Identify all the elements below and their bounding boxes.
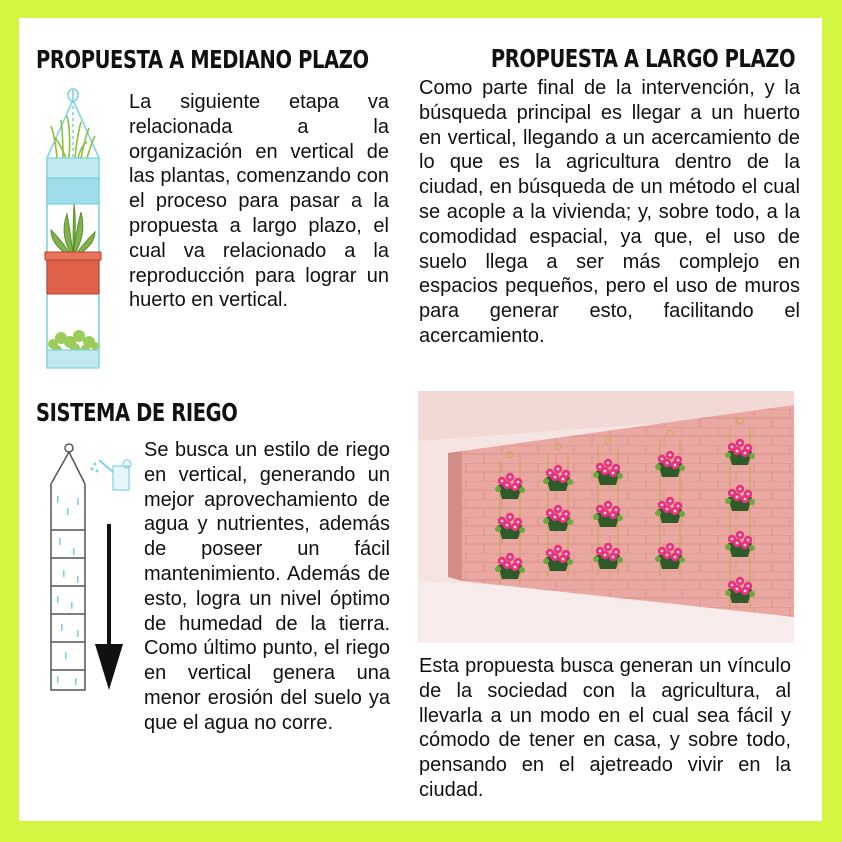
irrigation-diagram: [43, 438, 137, 696]
mid-term-text: La siguiente etapa va relacionada a la organización en vertical de las plantas, comenzando con el proceso para pasar a la propuesta a largo plazo, el cual va relacionado a la reproducción para lograr un huerto en vertical.: [129, 91, 389, 312]
watering-can-icon: [91, 460, 132, 490]
long-term-title: PROPUESTA A LARGO PLAZO: [490, 44, 795, 73]
long-term-text-2: Esta propuesta busca generan un vínculo de la sociedad con la agricultura, al llevarla a un modo en el cual sea fácil y cómodo de tener en casa, y sobre todo, pensando en el ajetreado vivir en la ciudad.: [419, 655, 791, 801]
hanging-planter-icon: [37, 86, 109, 372]
mid-term-title: PROPUESTA A MEDIANO PLAZO: [36, 45, 369, 74]
irrigation-text: Se busca un estilo de riego en vertical, generando un mejor aprovechamiento de agua y nutrientes, además de poseer un fácil mantenimiento. Además de esto, logra un nivel óptimo de humedad de la tierra. Como último punto, el riego en vertical genera una menor erosión del suelo ya que el agua no corre.: [144, 439, 390, 734]
content-panel: [19, 18, 822, 821]
vertical-garden-wall-image: [418, 391, 794, 643]
down-arrow-icon: [95, 524, 123, 690]
long-term-text: Como parte final de la intervención, y la búsqueda principal es llegar a un huerto en vertical, llegando a un acercamiento de lo que es la agricultura dentro de la ciudad, en búsqueda de un método el cual se acople a la vivienda; y, sobre todo, a la comodidad espacial, ya que, el uso de suelo llega a ser más complejo en espacios pequeños, pero el uso de muros para generar esto, facilitando el acercamiento.: [419, 77, 800, 347]
irrigation-title: SISTEMA DE RIEGO: [36, 398, 238, 427]
